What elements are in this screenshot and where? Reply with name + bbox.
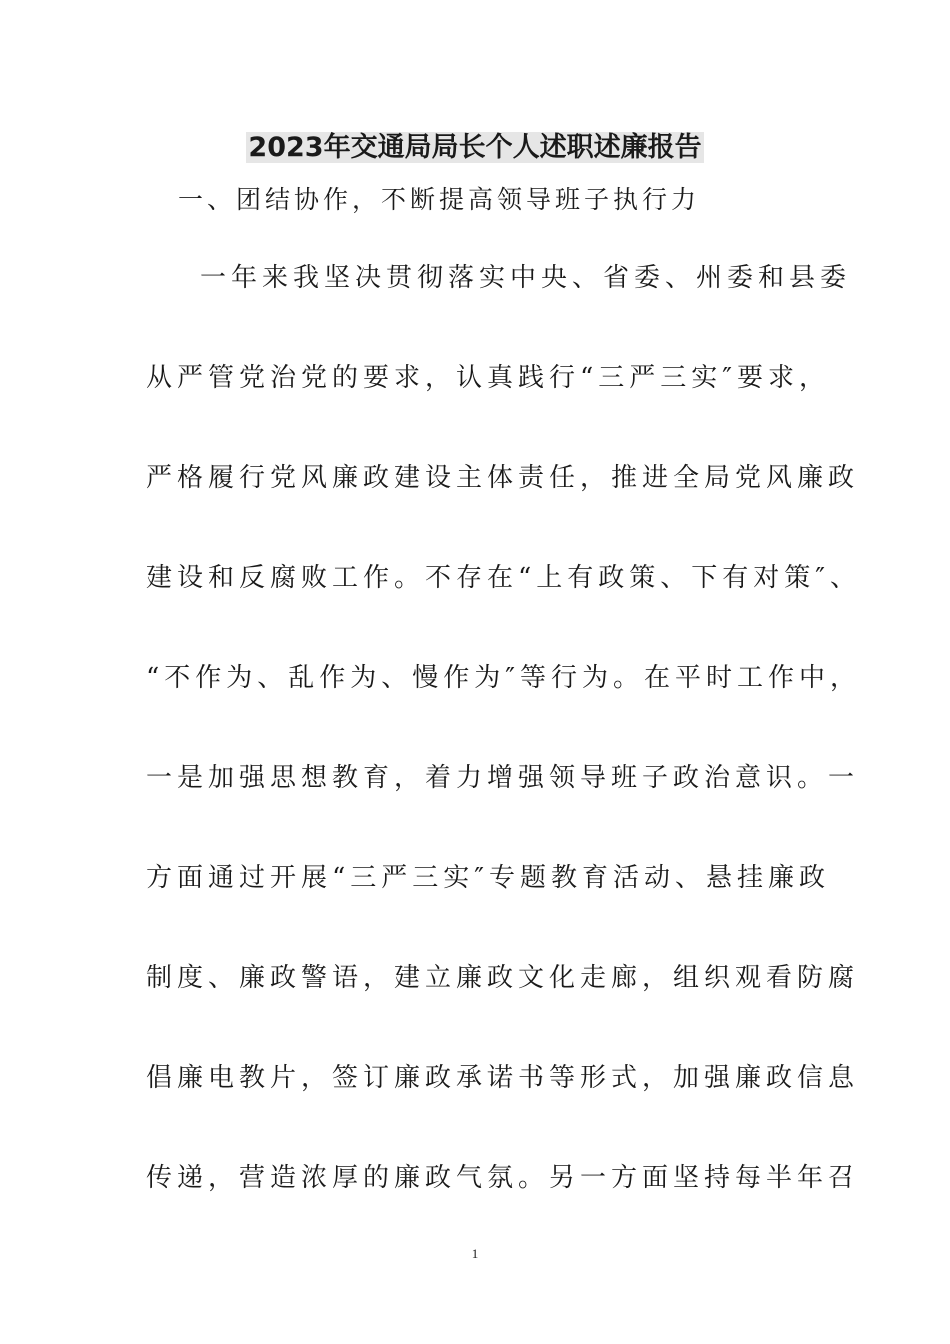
body-line-8: 制度、廉政警语，建立廉政文化走廊，组织观看防腐: [146, 963, 860, 993]
body-line-1: 一年来我坚决贯彻落实中央、省委、州委和县委: [200, 263, 852, 293]
body-line-7: 方面通过开展“三严三实″专题教育活动、悬挂廉政: [146, 863, 831, 893]
body-line-2: 从严管党治党的要求，认真践行“三严三实″要求，: [146, 363, 831, 393]
document-title-text: 2023年交通局局长个人述职述廉报告: [248, 132, 702, 163]
section-heading: 一、团结协作，不断提高领导班子执行力: [178, 185, 701, 214]
body-line-9: 倡廉电教片，签订廉政承诺书等形式，加强廉政信息: [146, 1063, 860, 1093]
body-line-3: 严格履行党风廉政建设主体责任，推进全局党风廉政: [146, 463, 860, 493]
body-line-10: 传递，营造浓厚的廉政气氛。另一方面坚持每半年召: [146, 1163, 860, 1193]
body-line-6: 一是加强思想教育，着力增强领导班子政治意识。一: [146, 763, 860, 793]
body-line-5: “不作为、乱作为、慢作为″等行为。在平时工作中，: [146, 663, 862, 693]
page-number: 1: [471, 1246, 479, 1261]
body-line-4: 建设和反腐败工作。不存在“上有政策、下有对策″、: [146, 563, 862, 593]
document-title: [0, 128, 950, 168]
